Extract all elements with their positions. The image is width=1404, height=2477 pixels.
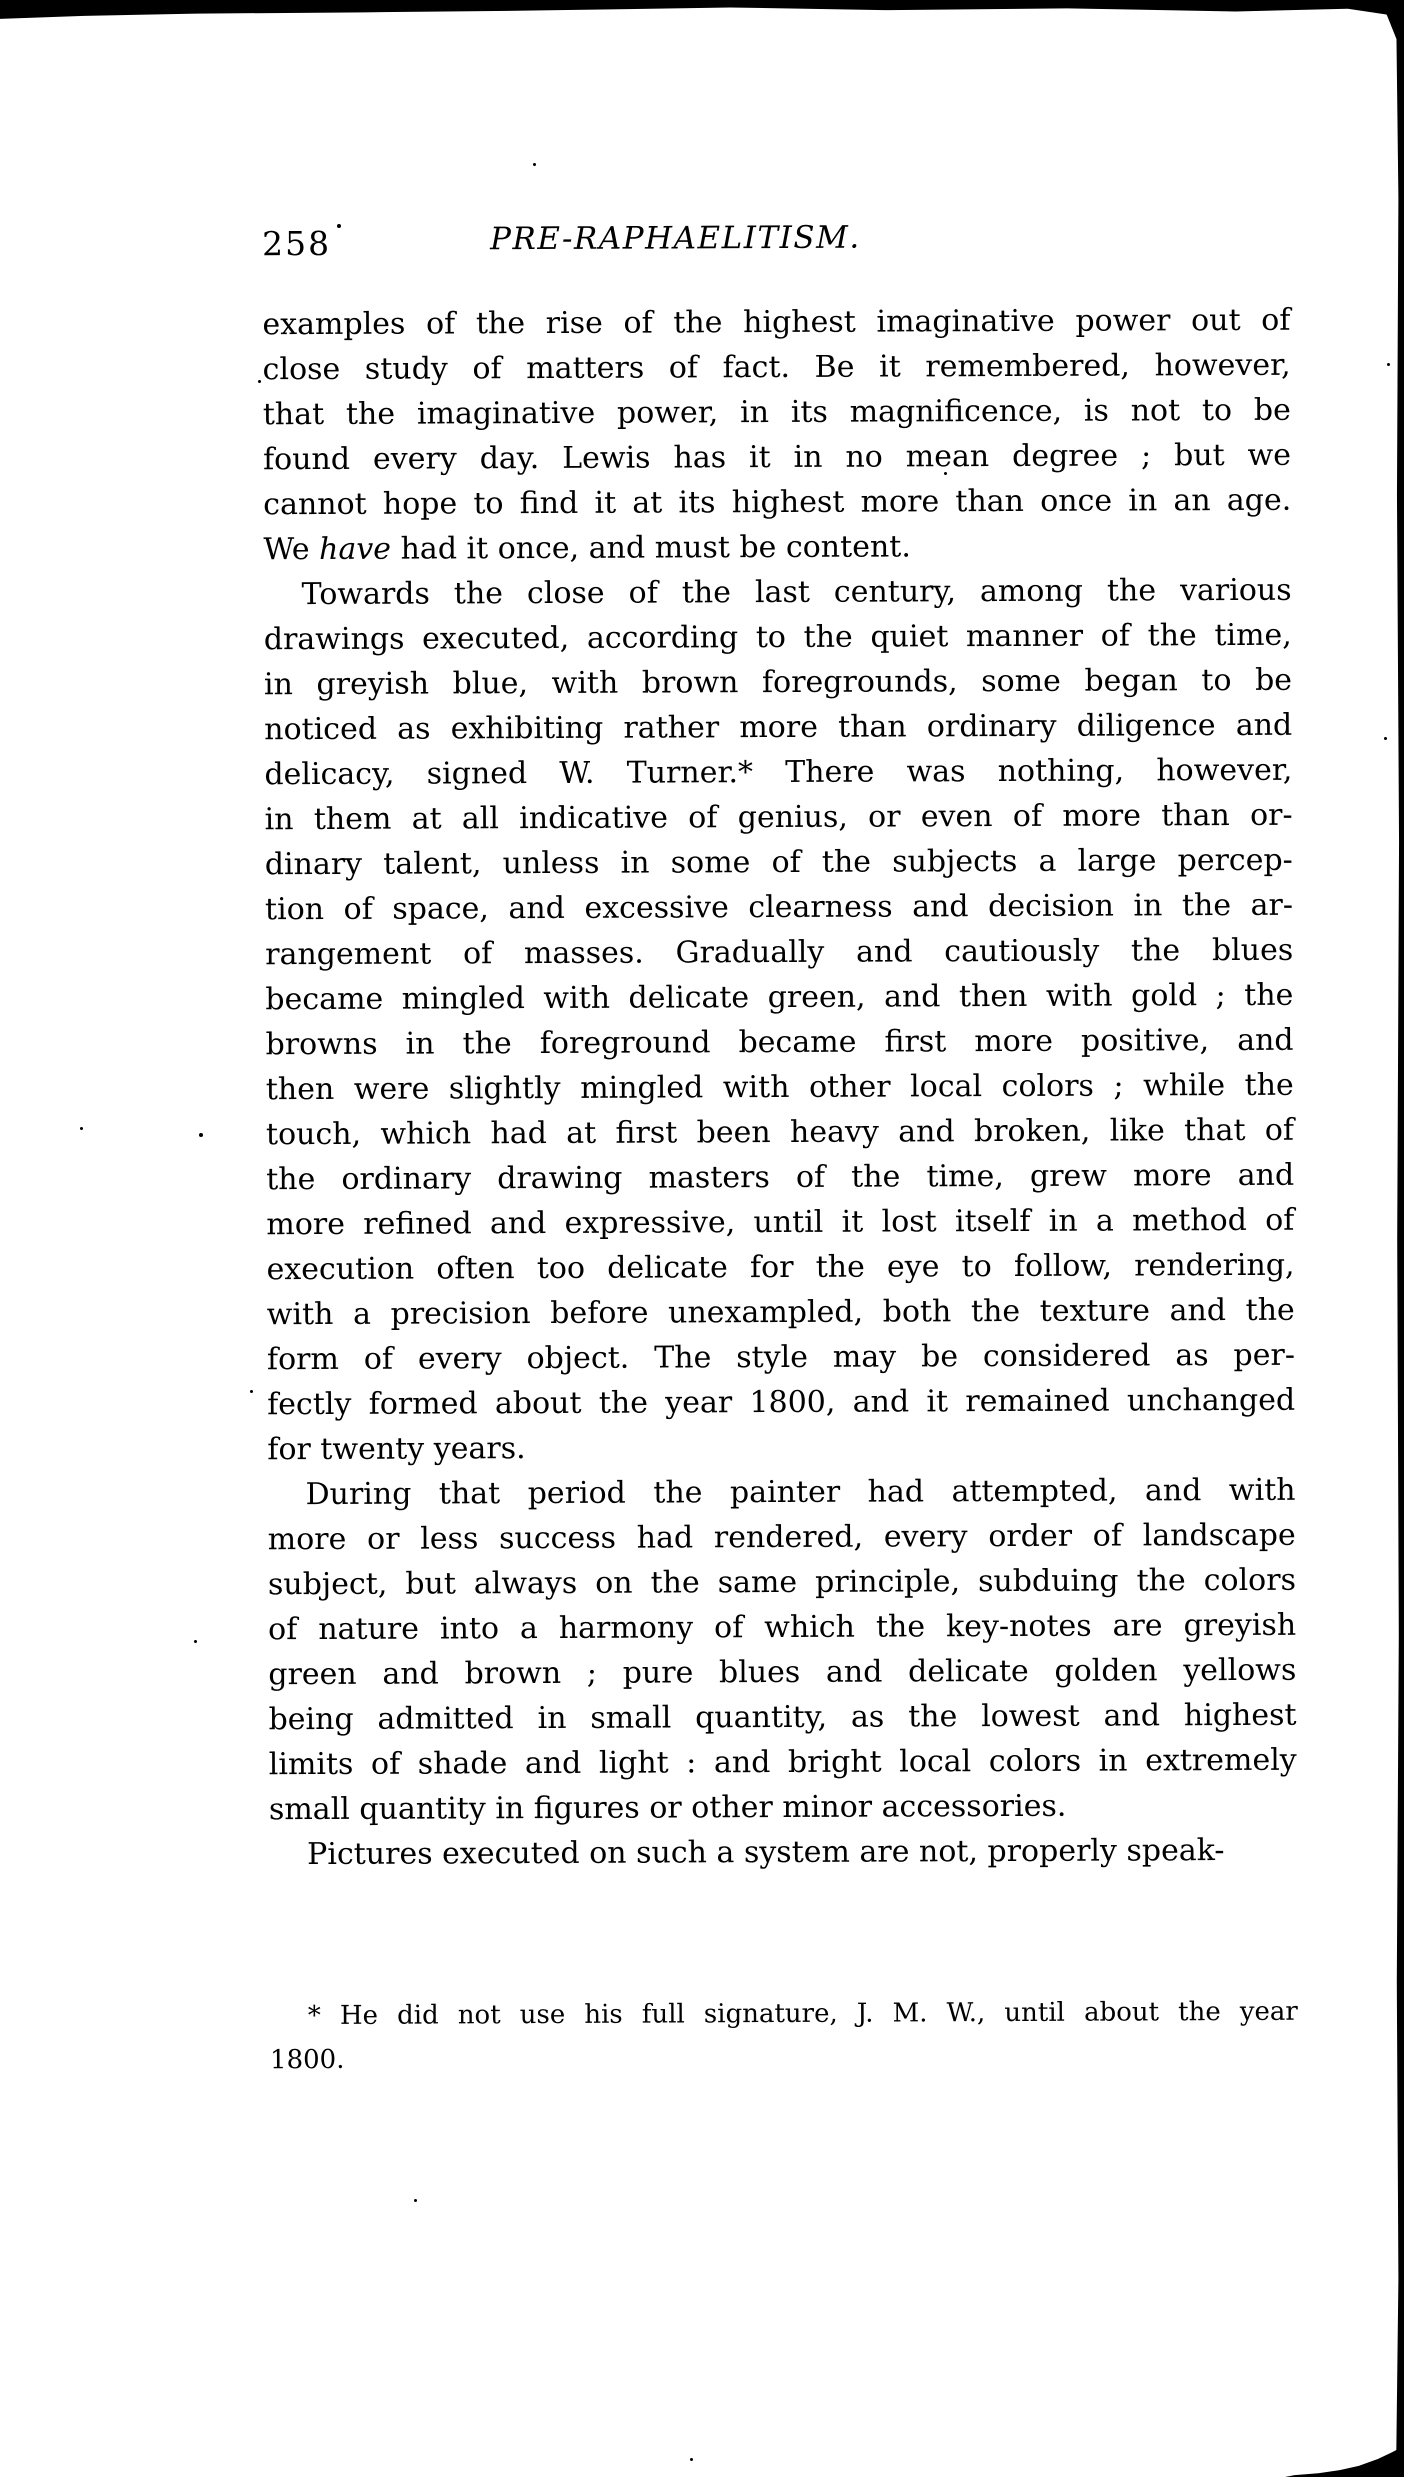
scan-speck	[194, 1640, 197, 1643]
page-header	[262, 220, 1290, 302]
text-line: for twenty years.	[267, 1431, 526, 1468]
scan-speck	[414, 2199, 417, 2202]
text-line: then were slightly mingled with other local colors ; while the	[265, 1067, 1294, 1108]
scan-speck	[250, 1390, 253, 1393]
text-line: in them at all indicative of genius, or even of more than or-	[264, 797, 1293, 838]
scan-speck	[1384, 737, 1387, 740]
text-line: We have had it once, and must be content.	[263, 529, 911, 568]
text-line: of nature into a harmony of which the key-notes are greyish	[268, 1607, 1297, 1648]
paragraph	[267, 1468, 1297, 1832]
text-line: with a precision before unexampled, both the texture and the	[266, 1292, 1295, 1333]
text-line: in greyish blue, with brown foregrounds, some began to be	[263, 662, 1293, 703]
text-line: During that period the painter had attempted, and with	[305, 1472, 1296, 1513]
text-line: found every day. Lewis has it in no mean degree ; but we	[262, 437, 1292, 478]
text-line: green and brown ; pure blues and delicate golden yellows	[268, 1652, 1297, 1693]
paragraph	[262, 298, 1291, 572]
text-line: examples of the rise of the highest imaginative power out of	[262, 302, 1291, 343]
text-line: became mingled with delicate green, and then with gold ; the	[265, 977, 1294, 1018]
text-line: dinary talent, unless in some of the subjects a large percep-	[264, 842, 1293, 883]
text-line: * He did not use his full signature, J. M. W., until about the year	[307, 1996, 1298, 2032]
text-line: tion of space, and excessive clearness and decision in the ar-	[264, 887, 1294, 928]
text-line: rangement of masses. Gradually and cautiously the blues	[265, 932, 1294, 973]
scan-artifact-top-edge	[0, 0, 1404, 22]
text-line: that the imaginative power, in its magnificence, is not to be	[262, 392, 1291, 433]
text-line: 1800.	[269, 2044, 345, 2076]
scan-speck	[690, 2458, 693, 2461]
text-line: small quantity in figures or other minor accessories.	[268, 1788, 1067, 1828]
text-line: execution often too delicate for the eye to follow, rendering,	[266, 1247, 1295, 1288]
text-line: noticed as exhibiting rather more than ordinary diligence and	[264, 707, 1293, 748]
text-line: delicacy, signed W. Turner.* There was nothing, however,	[264, 752, 1293, 793]
running-head: PRE-RAPHAELITISM.	[489, 219, 861, 258]
text-line: the ordinary drawing masters of the time, grew more and	[266, 1157, 1295, 1198]
text-line: browns in the foreground became first more positive, and	[265, 1022, 1294, 1063]
text-line: more or less success had rendered, every order of landscape	[267, 1517, 1296, 1558]
paragraph	[270, 1990, 1298, 2082]
scan-artifact-bottom-right-corner	[1285, 2446, 1404, 2477]
scan-speck	[199, 1133, 203, 1137]
scan-artifact-right-edge	[1396, 0, 1404, 2477]
scan-speck	[258, 380, 261, 383]
text-line: drawings executed, according to the quiet manner of the time,	[263, 617, 1292, 658]
footnote	[270, 1990, 1298, 2082]
paragraph	[269, 1828, 1297, 1877]
text-line: Towards the close of the last century, among the various	[301, 572, 1292, 613]
scan-speck	[80, 1127, 83, 1130]
text-line: fectly formed about the year 1800, and it remained unchanged	[267, 1382, 1296, 1423]
text-line: Pictures executed on such a system are not, properly speak-	[307, 1833, 1225, 1873]
text-line: limits of shade and light : and bright local colors in extremely	[268, 1742, 1297, 1783]
text-line: cannot hope to find it at its highest more than once in an age.	[263, 482, 1292, 523]
text-line: more refined and expressive, until it lost itself in a method of	[266, 1202, 1295, 1243]
text-line: touch, which had at first been heavy and broken, like that of	[265, 1112, 1295, 1153]
text-line: subject, but always on the same principle, subduing the colors	[267, 1562, 1297, 1603]
page-content	[262, 220, 1298, 2082]
paragraph	[264, 568, 1296, 1472]
text-line: form of every object. The style may be considered as per-	[266, 1337, 1296, 1378]
scan-speck	[533, 163, 536, 166]
page-number: 258	[262, 223, 332, 264]
text-line: close study of matters of fact. Be it remembered, however,	[262, 347, 1291, 388]
body-text	[262, 298, 1297, 1877]
text-line: being admitted in small quantity, as the lowest and highest	[268, 1697, 1297, 1738]
scan-speck	[1387, 363, 1390, 366]
